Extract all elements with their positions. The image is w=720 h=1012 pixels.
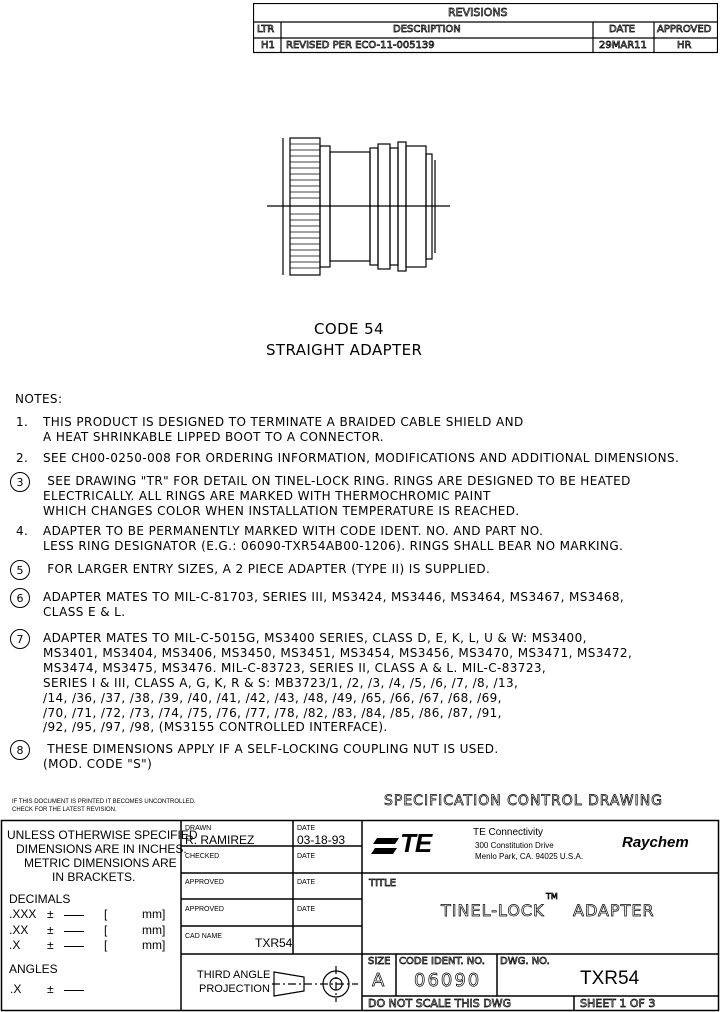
tolerance-line-2: DIMENSIONS ARE IN INCHES. <box>16 842 187 856</box>
tolerance-bracket: [ <box>104 907 108 921</box>
dwg-no-value: TXR54 <box>580 968 640 989</box>
revision-description: REVISED PER ECO-11-005139 <box>286 40 435 51</box>
tolerance-plus-minus: ± <box>47 907 54 921</box>
approved-label-1: APPROVED <box>185 879 224 886</box>
tolerance-unit: mm] <box>142 923 166 937</box>
note-line: SERIES I & III, CLASS A, G, K, R & S: MB3723/1, /2, /3, /4, /5, /6, /7, /8, /13, <box>43 675 519 690</box>
note-line: /70, /71, /72, /73, /74, /75, /76, /77, /78, /82, /83, /84, /85, /86, /87, /91, <box>43 705 502 720</box>
note-line: THESE DIMENSIONS APPLY IF A SELF-LOCKING COUPLING NUT IS USED. <box>43 742 499 756</box>
note-line: WHICH CHANGES COLOR WHEN INSTALLATION TEMPERATURE IS REACHED. <box>43 503 520 518</box>
cad-name-label: CAD NAME <box>185 933 222 940</box>
tolerance-line-3: METRIC DIMENSIONS ARE <box>24 856 177 870</box>
note-line: LESS RING DESIGNATOR (E.G.: 06090-TXR54AB00-1206). RINGS SHALL BEAR NO MARKING. <box>43 538 624 553</box>
note-line: SEE DRAWING "TR" FOR DETAIL ON TINEL-LOCK RING. RINGS ARE DESIGNED TO BE HEATED <box>43 474 631 488</box>
note-line: ELECTRICALLY. ALL RINGS ARE MARKED WITH THERMOCHROMIC PAINT <box>43 488 491 503</box>
note-line: /14, /36, /37, /38, /39, /40, /41, /42, /43, /48, /49, /65, /66, /67, /68, /69, <box>43 690 502 705</box>
note-line: THIS PRODUCT IS DESIGNED TO TERMINATE A BRAIDED CABLE SHIELD AND <box>43 415 524 429</box>
drawn-label: DRAWN <box>185 825 212 832</box>
angle-blank <box>64 990 84 991</box>
tolerance-place: .XXX <box>9 907 37 921</box>
drawn-by: R. RAMIREZ <box>185 833 255 847</box>
uncontrolled-warning-line-2: CHECK FOR THE LATEST REVISION. <box>12 807 117 813</box>
approved-label-2: APPROVED <box>185 906 224 913</box>
tolerance-blank <box>64 931 84 932</box>
note-marker-circled: 3 <box>10 472 30 492</box>
revisions-header-approved: APPROVED <box>657 24 712 35</box>
size-value: A <box>372 970 385 991</box>
te-logo: TE <box>400 828 432 858</box>
drawn-date-label: DATE <box>297 825 316 832</box>
note-marker: 4. <box>16 524 29 538</box>
projection-line-1: THIRD ANGLE <box>197 969 271 981</box>
trademark-mark: TM <box>546 892 558 901</box>
tolerance-blank <box>64 915 84 916</box>
note-line: ADAPTER MATES TO MIL-C-5015G, MS3400 SERIES, CLASS D, E, K, L, U & W: MS3400, <box>43 631 587 645</box>
drawing-title-suffix: ADAPTER <box>573 901 655 920</box>
tolerance-plus-minus: ± <box>47 938 54 952</box>
tolerance-place: .X <box>9 938 21 952</box>
third-angle-projection-icon <box>270 960 360 1008</box>
note-line: /92, /95, /97, /98, (MS3155 CONTROLLED INTERFACE). <box>43 720 388 735</box>
raychem-brand: Raychem <box>622 834 689 851</box>
angles-label: ANGLES <box>9 962 58 976</box>
revisions-title: REVISIONS <box>448 6 508 19</box>
size-label: SIZE <box>368 956 391 967</box>
projection-line-2: PROJECTION <box>199 983 270 995</box>
note-line: MS3474, MS3475, MS3476. MIL-C-83723, SERIES II, CLASS A & L. MIL-C-83723, <box>43 660 547 675</box>
revision-approved: HR <box>677 40 692 51</box>
revisions-header-description: DESCRIPTION <box>393 24 461 35</box>
tolerance-bracket: [ <box>104 923 108 937</box>
tolerance-line-1: UNLESS OTHERWISE SPECIFIED <box>7 828 198 842</box>
note-line: A HEAT SHRINKABLE LIPPED BOOT TO A CONNECTOR. <box>43 429 384 444</box>
approved-date-label-1: DATE <box>297 879 316 886</box>
company-address-1: 300 Constitution Drive <box>475 841 554 850</box>
note-marker-circled: 5 <box>10 560 30 580</box>
tolerance-plus-minus: ± <box>47 923 54 937</box>
uncontrolled-warning-line-1: IF THIS DOCUMENT IS PRINTED IT BECOMES UNCONTROLLED. <box>12 799 196 805</box>
tolerance-unit: mm] <box>142 938 166 952</box>
checked-label: CHECKED <box>185 853 220 860</box>
note-marker: 1. <box>16 415 29 429</box>
note-line: ADAPTER TO BE PERMANENTLY MARKED WITH CODE IDENT. NO. AND PART NO. <box>43 524 544 538</box>
do-not-scale: DO NOT SCALE THIS DWG <box>368 997 512 1010</box>
note-line: MS3401, MS3404, MS3406, MS3450, MS3451, MS3454, MS3456, MS3470, MS3471, MS3472, <box>43 645 633 660</box>
code-ident-label: CODE IDENT. NO. <box>399 956 485 967</box>
revisions-header-ltr: LTR <box>257 24 275 35</box>
approved-date-label-2: DATE <box>297 906 316 913</box>
tolerance-line-4: IN BRACKETS. <box>52 870 136 884</box>
title-label: TITLE <box>369 878 397 889</box>
note-line: (MOD. CODE "S") <box>43 756 153 771</box>
spec-control-title: SPECIFICATION CONTROL DRAWING <box>384 793 664 809</box>
notes-heading: NOTES: <box>15 392 63 406</box>
note-marker-circled: 7 <box>10 629 30 649</box>
company-name: TE Connectivity <box>473 827 544 838</box>
drawing-title: TINEL-LOCK <box>441 901 545 920</box>
note-marker: 2. <box>16 451 29 465</box>
dwg-no-label: DWG. NO. <box>500 956 550 967</box>
drawn-date: 03-18-93 <box>297 833 346 847</box>
note-line: FOR LARGER ENTRY SIZES, A 2 PIECE ADAPTER (TYPE II) IS SUPPLIED. <box>43 562 491 576</box>
checked-date-label: DATE <box>297 853 316 860</box>
drawing-code: CODE 54 <box>314 320 384 338</box>
cad-name: TXR54 <box>255 936 293 950</box>
note-line: SEE CH00-0250-008 FOR ORDERING INFORMATION, MODIFICATIONS AND ADDITIONAL DIMENSIONS. <box>43 451 680 465</box>
code-ident-value: 06090 <box>414 970 482 991</box>
tolerance-bracket: [ <box>104 938 108 952</box>
tolerance-unit: mm] <box>142 907 166 921</box>
sheet-number: SHEET 1 OF 3 <box>580 997 656 1010</box>
tolerance-place: .XX <box>9 923 29 937</box>
revision-date: 29MAR11 <box>599 40 647 51</box>
note-line: ADAPTER MATES TO MIL-C-81703, SERIES III, MS3424, MS3446, MS3464, MS3467, MS3468, <box>43 590 625 604</box>
decimals-label: DECIMALS <box>9 892 71 906</box>
note-line: CLASS E & L. <box>43 604 126 619</box>
angle-plus-minus: ± <box>47 982 54 996</box>
revision-ltr: H1 <box>261 40 275 51</box>
company-address-2: Menlo Park, CA. 94025 U.S.A. <box>475 852 584 861</box>
revisions-header-date: DATE <box>609 24 636 35</box>
note-marker-circled: 6 <box>10 588 30 608</box>
angle-place: .X <box>10 982 22 996</box>
note-marker-circled: 8 <box>10 740 30 760</box>
drawing-name: STRAIGHT ADAPTER <box>266 341 423 359</box>
tolerance-blank <box>64 946 84 947</box>
